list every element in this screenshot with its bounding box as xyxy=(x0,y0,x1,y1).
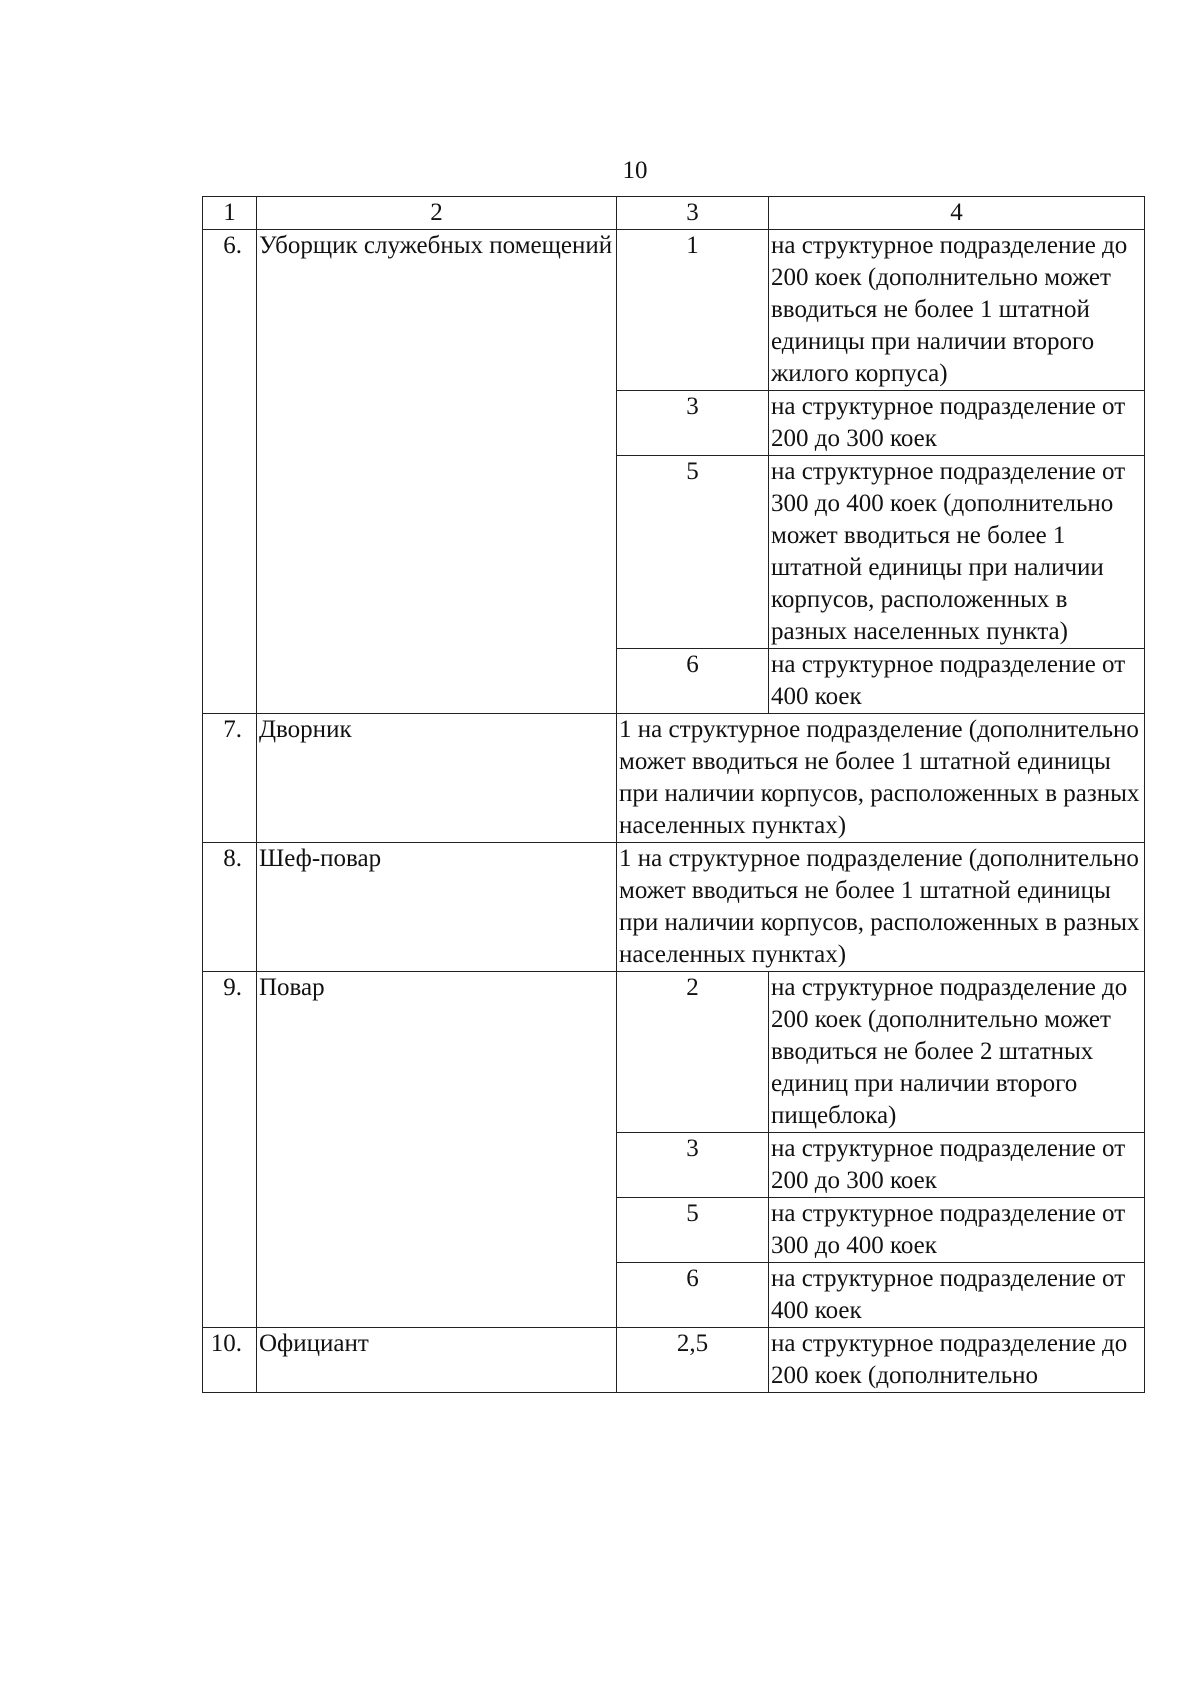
staff-note: на структурное подразделение до 200 коек (дополнительно xyxy=(769,1328,1145,1393)
staff-note: на структурное подразделение от 300 до 400 коек xyxy=(769,1198,1145,1263)
staff-quantity: 2 xyxy=(617,972,769,1133)
staff-note: на структурное подразделение от 300 до 400 коек (дополнительно может вводиться не более 1 штатной единицы при наличии корпусов, расположенных в разных населенных пункта) xyxy=(769,456,1145,649)
staff-note: на структурное подразделение до 200 коек (дополнительно может вводиться не более 1 штатной единицы при наличии второго жилого корпуса) xyxy=(769,230,1145,391)
header-cell: 3 xyxy=(617,197,769,230)
staff-quantity: 5 xyxy=(617,456,769,649)
staff-quantity: 6 xyxy=(617,649,769,714)
position-name: Уборщик служебных помещений xyxy=(257,230,617,714)
staffing-table xyxy=(202,196,1145,1393)
position-name: Официант xyxy=(257,1328,617,1393)
staff-quantity: 6 xyxy=(617,1263,769,1328)
row-number: 7. xyxy=(203,714,257,843)
staff-note: на структурное подразделение от 200 до 300 коек xyxy=(769,391,1145,456)
table-row xyxy=(203,972,1145,1133)
table-row xyxy=(203,230,1145,391)
staff-note: на структурное подразделение от 400 коек xyxy=(769,1263,1145,1328)
position-name: Повар xyxy=(257,972,617,1328)
row-number: 10. xyxy=(203,1328,257,1393)
staff-quantity: 2,5 xyxy=(617,1328,769,1393)
row-number: 8. xyxy=(203,843,257,972)
row-number: 9. xyxy=(203,972,257,1328)
position-name: Шеф-повар xyxy=(257,843,617,972)
header-cell: 2 xyxy=(257,197,617,230)
staff-note: на структурное подразделение до 200 коек (дополнительно может вводиться не более 2 штатных единиц при наличии второго пищеблока) xyxy=(769,972,1145,1133)
merged-note: 1 на структурное подразделение (дополнительно может вводиться не более 1 штатной единицы при наличии корпусов, расположенных в разных населенных пунктах) xyxy=(617,843,1145,972)
position-name: Дворник xyxy=(257,714,617,843)
staff-quantity: 5 xyxy=(617,1198,769,1263)
staff-quantity: 3 xyxy=(617,1133,769,1198)
row-number: 6. xyxy=(203,230,257,714)
table-header-row xyxy=(203,197,1145,230)
staff-quantity: 3 xyxy=(617,391,769,456)
header-cell: 1 xyxy=(203,197,257,230)
table-row xyxy=(203,714,1145,843)
staff-note: на структурное подразделение от 200 до 300 коек xyxy=(769,1133,1145,1198)
merged-note: 1 на структурное подразделение (дополнительно может вводиться не более 1 штатной единицы при наличии корпусов, расположенных в разных населенных пунктах) xyxy=(617,714,1145,843)
header-cell: 4 xyxy=(769,197,1145,230)
page-number: 10 xyxy=(622,157,648,184)
table-row xyxy=(203,1328,1145,1393)
table-row xyxy=(203,843,1145,972)
staff-note: на структурное подразделение от 400 коек xyxy=(769,649,1145,714)
staff-quantity: 1 xyxy=(617,230,769,391)
